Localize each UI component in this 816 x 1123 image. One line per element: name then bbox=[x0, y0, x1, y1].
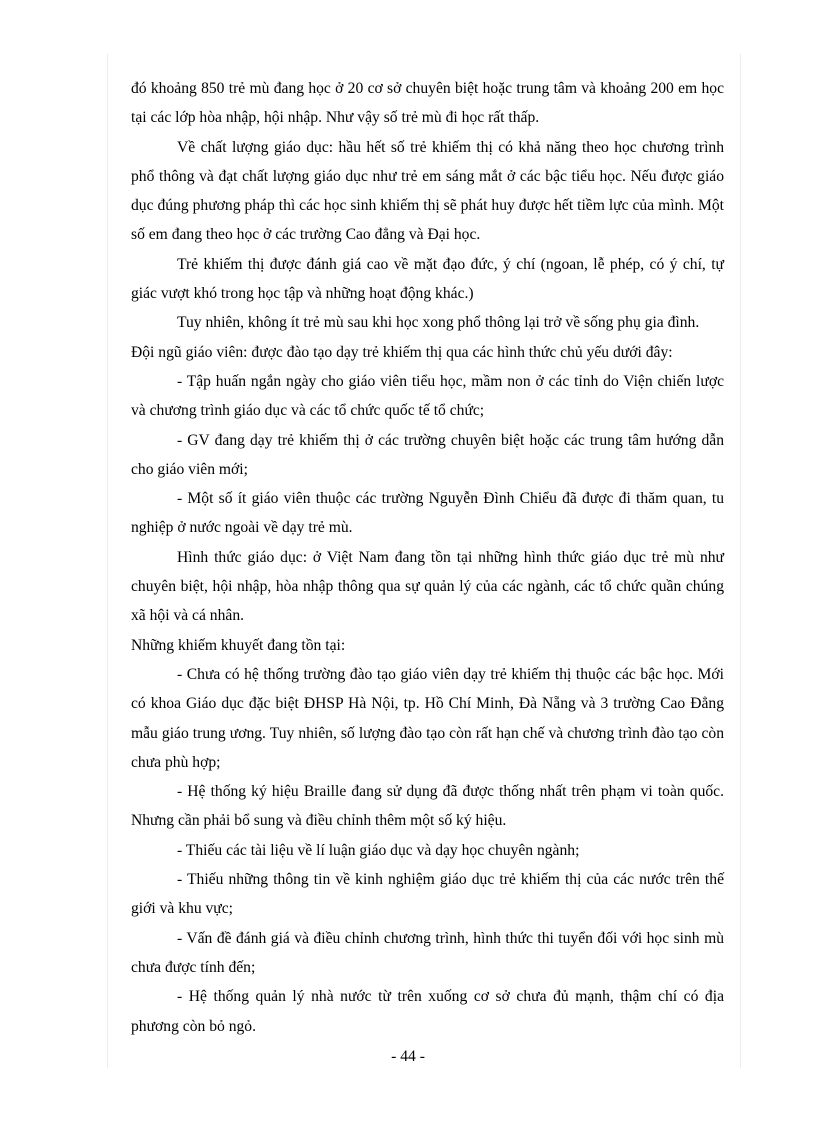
paragraph-education-quality: Về chất lượng giáo dục: hầu hết số trẻ khiếm thị có khả năng theo học chương trình phổ thông và đạt chất lượng giáo dục như trẻ em sáng mắt ở các bậc tiểu học. Nếu được giáo dục đúng phương pháp thì các học sinh khiếm thị sẽ phát huy được hết tiềm lực của mình. Một số em đang theo học ở các trường Cao đẳng và Đại học. bbox=[131, 138, 724, 244]
document-body bbox=[131, 74, 724, 1041]
list-item-braille-system: - Hệ thống ký hiệu Braille đang sử dụng đã được thống nhất trên phạm vi toàn quốc. Nhưng cần phải bổ sung và điều chỉnh thêm một số ký hiệu. bbox=[131, 783, 724, 830]
paragraph-moral-evaluation: Trẻ khiếm thị được đánh giá cao về mặt đạo đức, ý chí (ngoan, lễ phép, có ý chí, tự giác vượt khó trong học tập và những hoạt động khác.) bbox=[131, 255, 724, 303]
paragraph-after-graduation: Tuy nhiên, không ít trẻ mù sau khi học xong phổ thông lại trở về sống phụ gia đình. bbox=[177, 314, 700, 332]
list-item-experienced-teachers: - GV đang dạy trẻ khiếm thị ở các trường chuyên biệt hoặc các trung tâm hướng dẫn cho giáo viên mới; bbox=[131, 431, 724, 478]
list-item-overseas-study: - Một số ít giáo viên thuộc các trường Nguyễn Đình Chiểu đã được đi thăm quan, tu nghiệp ở nước ngoài về dạy trẻ mù. bbox=[131, 490, 724, 537]
paragraph-shortcomings-heading: Những khiếm khuyết đang tồn tại: bbox=[131, 636, 346, 654]
paragraph-teacher-staff: Đội ngũ giáo viên: được đào tạo dạy trẻ khiếm thị qua các hình thức chủ yếu dưới đây: bbox=[131, 343, 673, 361]
list-item-evaluation-issue: - Vấn đề đánh giá và điều chỉnh chương trình, hình thức thi tuyển đối với học sinh mù chưa được tính đến; bbox=[131, 929, 724, 976]
list-item-short-training: - Tập huấn ngắn ngày cho giáo viên tiểu học, mầm non ở các tỉnh do Viện chiến lược và chương trình giáo dục và các tổ chức quốc tế tổ chức; bbox=[131, 372, 724, 420]
list-item-lack-of-materials: - Thiếu các tài liệu về lí luận giáo dục và dạy học chuyên ngành; bbox=[177, 841, 580, 859]
page-number: - 44 - bbox=[391, 1048, 425, 1065]
paragraph-student-count: đó khoảng 850 trẻ mù đang học ở 20 cơ sở chuyên biệt hoặc trung tâm và khoảng 200 em học tại các lớp hòa nhập, hội nhập. Như vậy số trẻ mù đi học rất thấp. bbox=[131, 80, 724, 127]
list-item-state-management: - Hệ thống quản lý nhà nước từ trên xuống cơ sở chưa đủ mạnh, thậm chí có địa phương còn bỏ ngỏ. bbox=[131, 988, 724, 1035]
paragraph-education-forms: Hình thức giáo dục: ở Việt Nam đang tồn tại những hình thức giáo dục trẻ mù như chuyên biệt, hội nhập, hòa nhập thông qua sự quản lý của các ngành, các tổ chức quần chúng xã hội và cá nhân. bbox=[131, 548, 724, 625]
list-item-lack-of-information: - Thiếu những thông tin về kinh nghiệm giáo dục trẻ khiếm thị của các nước trên thế giới và khu vực; bbox=[131, 871, 724, 918]
list-item-no-training-schools: - Chưa có hệ thống trường đào tạo giáo viên dạy trẻ khiếm thị thuộc các bậc học. Mới có khoa Giáo dục đặc biệt ĐHSP Hà Nội, tp. Hồ Chí Minh, Đà Nẵng và 3 trường Cao Đẳng mẫu giáo trung ương. Tuy nhiên, số lượng đào tạo còn rất hạn chế và chương trình đào tạo còn chưa phù hợp; bbox=[131, 665, 724, 771]
